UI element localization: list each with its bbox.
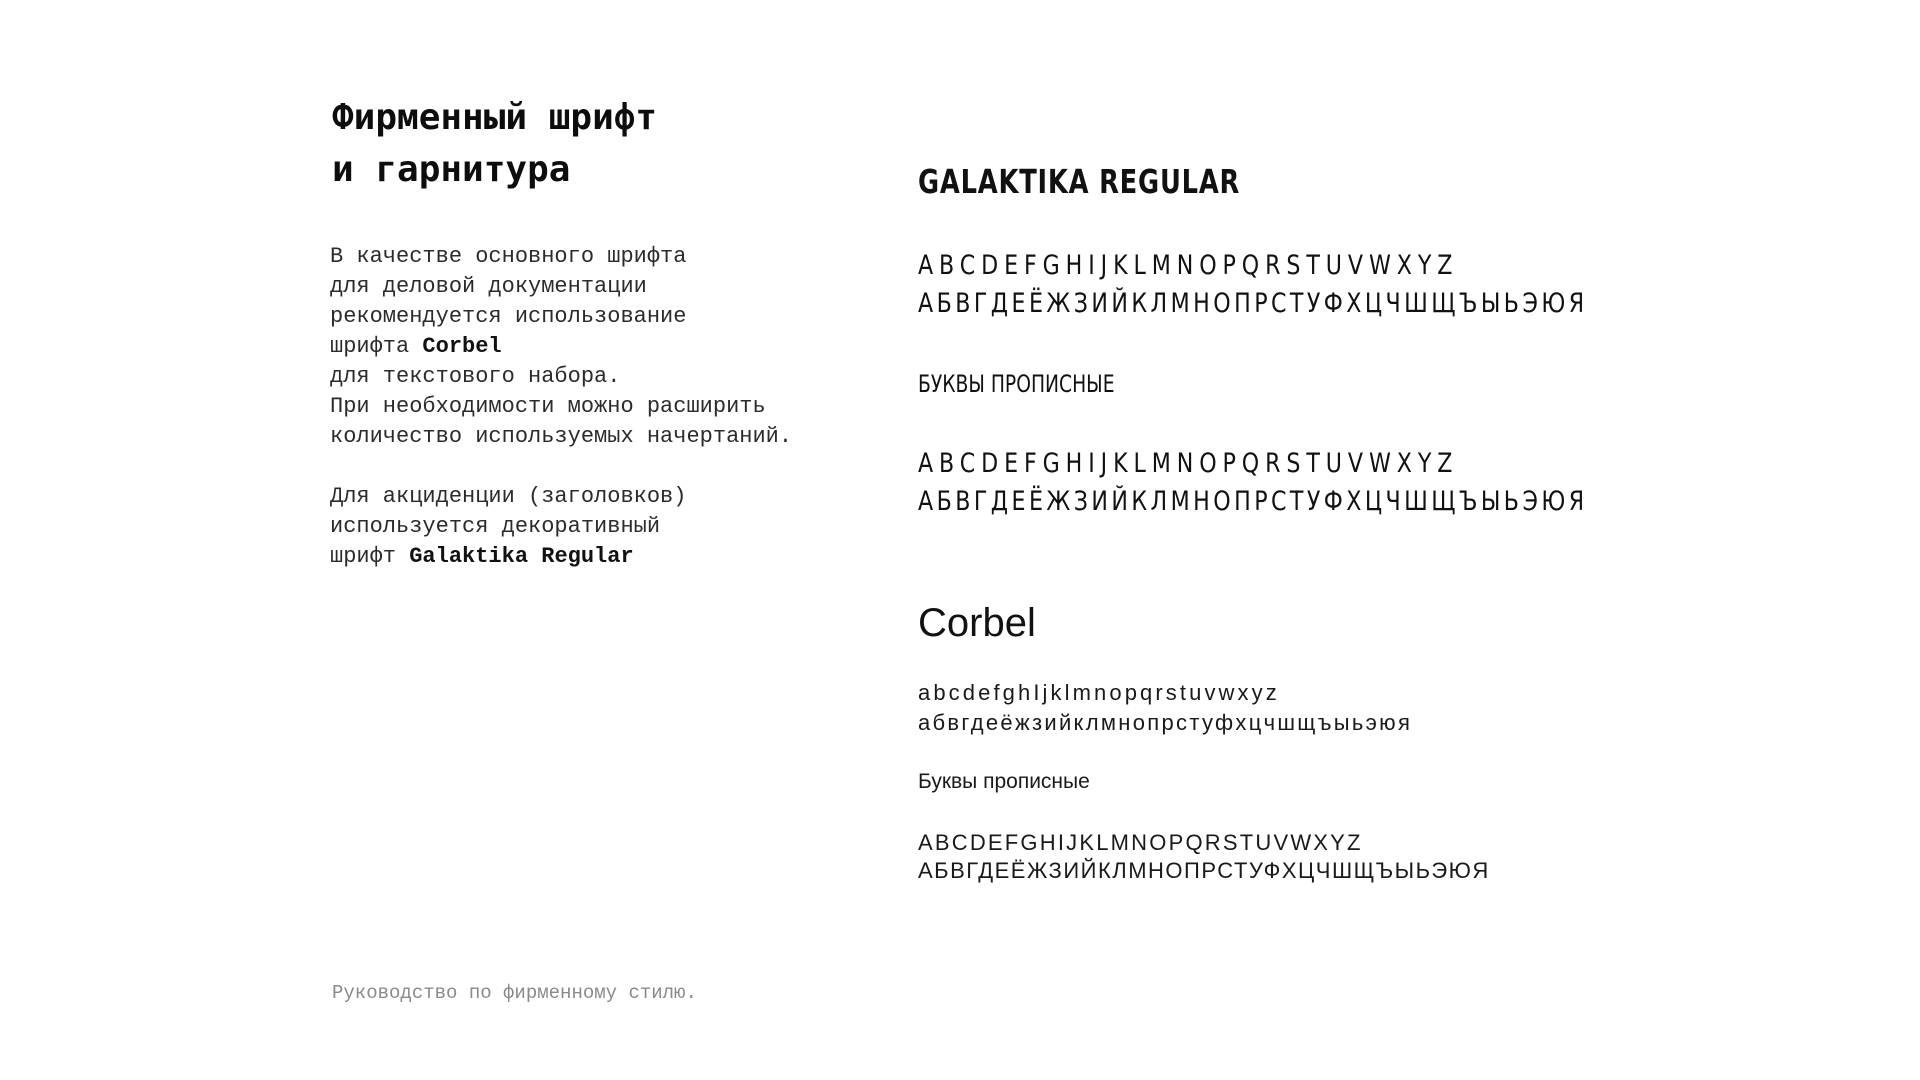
description-line: рекомендуется использование [330, 304, 687, 329]
primary-font-name: Corbel [422, 334, 502, 359]
corbel-uppercase-latin-alphabet: ABCDEFGHIJKLMNOPQRSTUVWXYZ [918, 830, 1363, 855]
paragraph-gap [330, 452, 890, 482]
page-title-line-2: и гарнитура [332, 149, 571, 190]
display-font-name: Galaktika Regular [409, 544, 634, 569]
galaktika-font-title: GALAKTIKA REGULAR [918, 162, 1241, 201]
description-line-prefix: шрифт [330, 544, 410, 569]
corbel-lowercase-cyrillic-alphabet: абвгдеёжзийклмнопрстуфхцчшщъыьэюя [918, 710, 1413, 735]
description-line-prefix: шрифта [330, 334, 423, 359]
page-title-line-1: Фирменный шрифт [332, 97, 658, 138]
galaktika-uppercase-cyrillic-alphabet: АБВГДЕЁЖЗИЙКЛМНОПРСТУФХЦЧШЩЪЫЬЭЮЯ [918, 486, 1588, 517]
corbel-font-title: Corbel [918, 601, 1036, 645]
corbel-uppercase-caption: Буквы прописные [918, 770, 1090, 793]
description-line: количество используемых начертаний. [330, 424, 793, 449]
corbel-uppercase-cyrillic-alphabet: АБВГДЕЁЖЗИЙКЛМНОПРСТУФХЦЧШЩЪЫЬЭЮЯ [918, 858, 1490, 883]
description-line [330, 542, 890, 572]
page-title [332, 92, 657, 196]
description-line: для текстового набора. [330, 364, 621, 389]
description-line: для деловой документации [330, 274, 647, 299]
galaktika-latin-alphabet: ABCDEFGHIJKLMNOPQRSTUVWXYZ [918, 250, 1459, 281]
corbel-lowercase-latin-alphabet: abcdefghIjklmnopqrstuvwxyz [918, 680, 1280, 705]
description-text [330, 242, 890, 572]
galaktika-cyrillic-alphabet: АБВГДЕЁЖЗИЙКЛМНОПРСТУФХЦЧШЩЪЫЬЭЮЯ [918, 288, 1588, 319]
footer-caption: Руководство по фирменному стилю. [332, 982, 697, 1004]
description-line: используется декоративный [330, 514, 661, 539]
description-line: Для акциденции (заголовков) [330, 484, 687, 509]
description-line: При необходимости можно расширить [330, 394, 766, 419]
galaktika-uppercase-caption: БУКВЫ ПРОПИСНЫЕ [918, 370, 1115, 398]
description-line [330, 332, 890, 362]
galaktika-uppercase-latin-alphabet: ABCDEFGHIJKLMNOPQRSTUVWXYZ [918, 448, 1459, 479]
description-line: В качестве основного шрифта [330, 244, 687, 269]
